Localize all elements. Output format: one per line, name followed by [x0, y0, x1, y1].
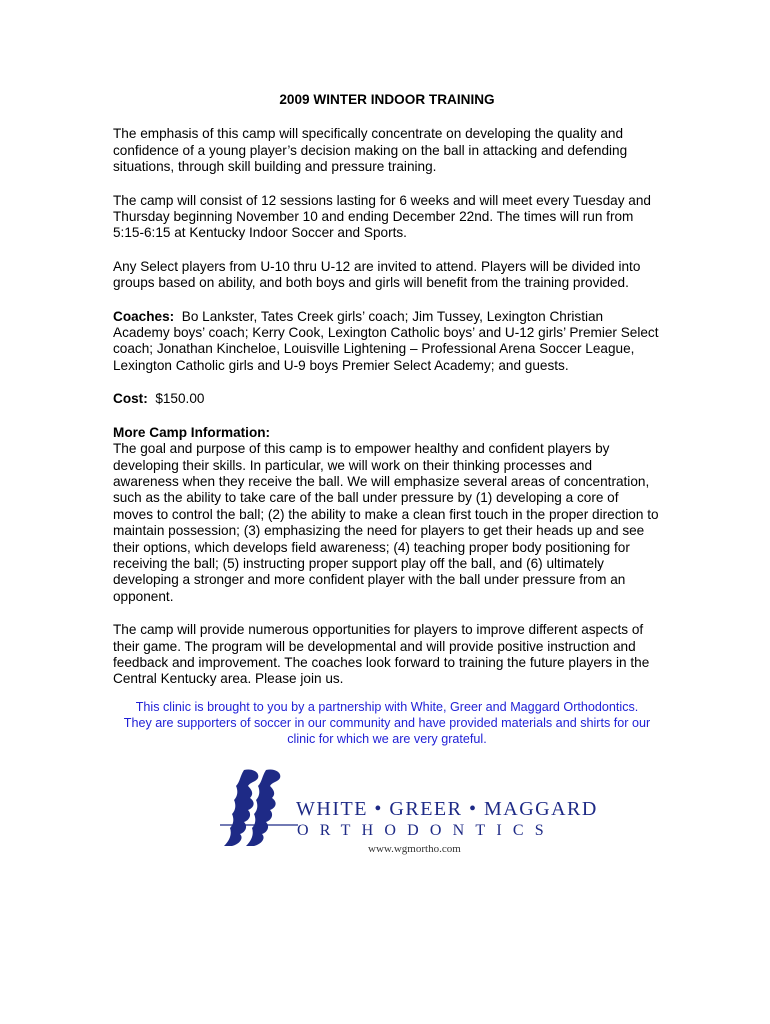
cost-paragraph: [113, 391, 661, 407]
sponsor-line-2: They are supporters of soccer in our community and have provided materials and shirts for our: [123, 715, 651, 730]
sponsor-line-1: This clinic is brought to you by a partnership with White, Greer and Maggard Orthodontics.: [135, 699, 639, 714]
coaches-paragraph: [113, 309, 661, 375]
more-info-text: The goal and purpose of this camp is to empower healthy and confident players by developing their skills. In particular, we will work on their thinking processes and awareness when they receive the ball. We will emphasize several areas of concentration, such as the ability to take care of the ball under pressure by (1) developing a core of moves to control the ball; (2) the ability to make a clean first touch in the proper direction to maintain possession; (3) emphasizing the need for players to get their heads up and see their options, which develops field awareness; (4) teaching proper body positioning for receiving the ball; (5) instructing proper support play off the ball, and (6) ultimately developing a stronger and more confident player with the ball under pressure from an opponent.: [113, 441, 659, 604]
closing-paragraph: The camp will provide numerous opportunities for players to improve different aspects of their game. The program will be developmental and will provide positive instruction and feedback and improvement. The coaches look forward to training the future players in the Central Kentucky area. Please join us.: [113, 622, 650, 687]
sponsor-note: [113, 699, 661, 747]
coaches-text: Bo Lankster, Tates Creek girls’ coach; Jim Tussey, Lexington Christian Academy boys’ coach; Kerry Cook, Lexington Catholic boys’ and U-12 girls’ Premier Select coach; Jonathan Kincheloe, Louisville Lightening – Professional Arena Soccer League, Lexington Catholic girls and U-9 boys Premier Select Academy; and guests.: [113, 308, 659, 373]
coaches-label: Coaches:: [113, 308, 175, 324]
cost-label: Cost:: [113, 391, 148, 407]
logo-name: WHITE • GREER • MAGGARD: [296, 798, 598, 820]
sponsor-line-3: clinic for which we are very grateful.: [287, 731, 487, 746]
logo-subtitle: ORTHODONTICS: [297, 822, 555, 839]
eligibility-paragraph: Any Select players from U-10 thru U-12 are invited to attend. Players will be divided into groups based on ability, and both boys and girls will benefit from the training provided.: [113, 258, 641, 291]
orthodontics-logo: [220, 768, 598, 860]
logo-url: www.wgmortho.com: [368, 843, 461, 855]
intro-paragraph: The emphasis of this camp will specifically concentrate on developing the quality and confidence of a young player’s decision making on the ball in attacking and defending situations, through skill building and pressure training.: [113, 126, 628, 175]
logo-faces-icon: [220, 768, 300, 860]
document-title: 2009 WINTER INDOOR TRAINING: [279, 92, 495, 107]
document-body: [113, 92, 661, 747]
schedule-paragraph: The camp will consist of 12 sessions lasting for 6 weeks and will meet every Tuesday and Thursday beginning November 10 and ending December 22nd. The times will run from 5:15-6:15 at Kentucky Indoor Soccer and Sports.: [113, 192, 651, 241]
cost-value: $150.00: [155, 391, 205, 407]
more-info-heading: More Camp Information:: [113, 424, 271, 440]
more-info-paragraph: [113, 425, 661, 605]
